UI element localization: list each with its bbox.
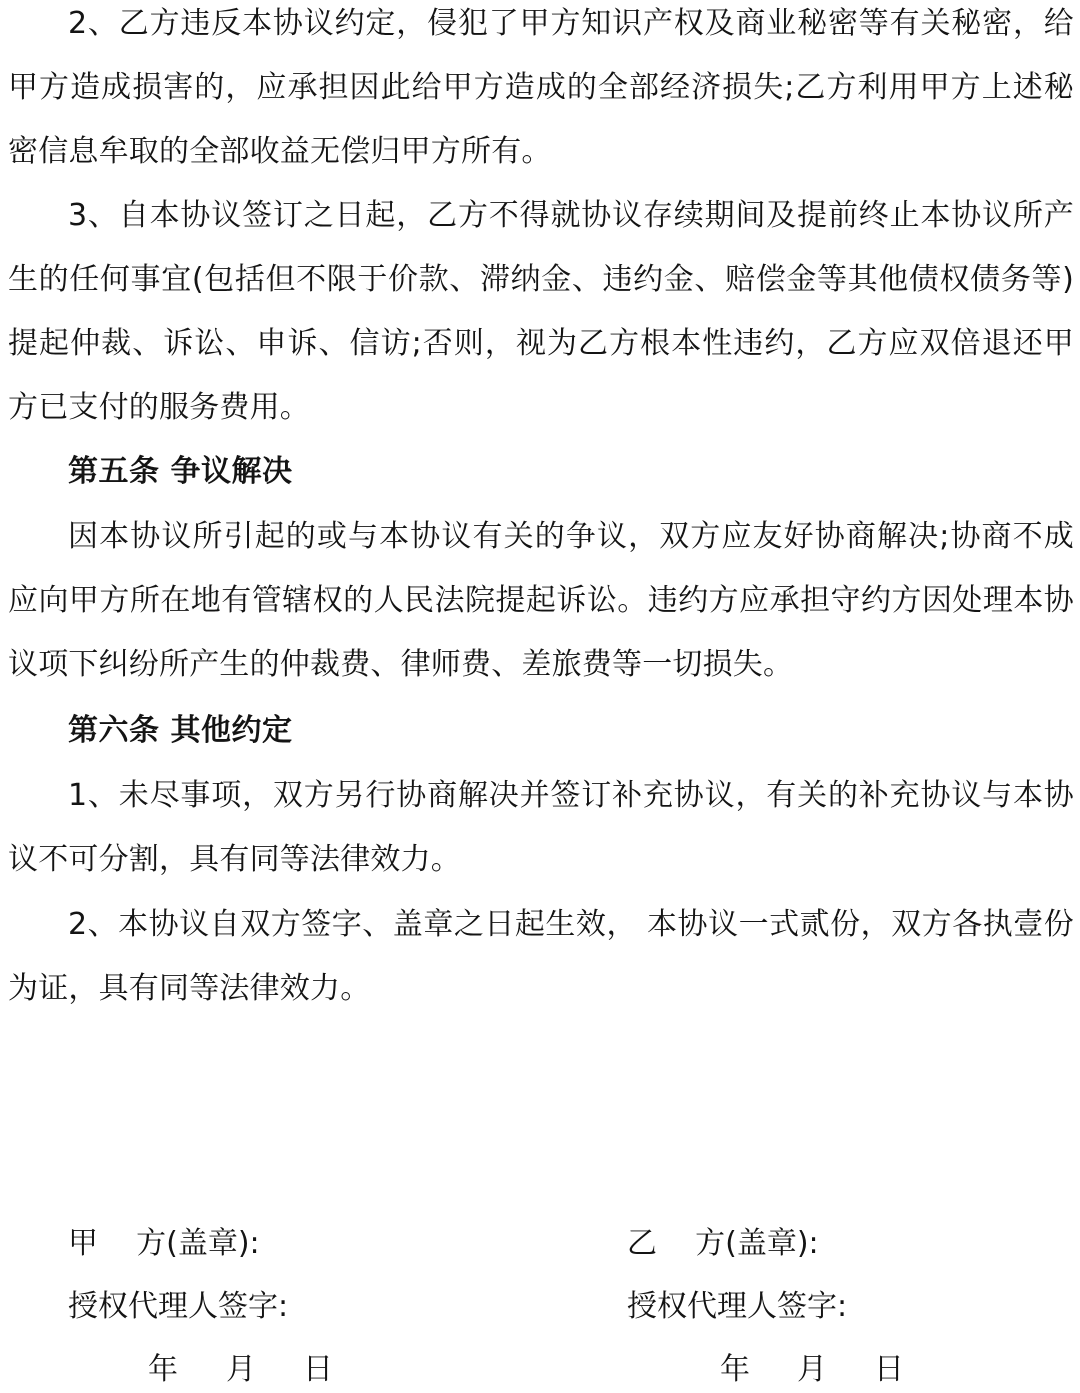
party-a-agent-signature-label: 授权代理人签字: [68, 1289, 289, 1324]
party-a-date-day: 日 [303, 1352, 333, 1387]
party-b-seal-label: 乙 方(盖章): [627, 1226, 819, 1261]
party-b-date-day: 日 [874, 1352, 904, 1387]
article-5-heading: 第五条 争议解决 [68, 454, 293, 489]
party-a-date-month: 月 [226, 1352, 256, 1387]
party-b-date-year: 年 [720, 1352, 750, 1387]
clause-6-3-paragraph: 3、自本协议签订之日起，乙方不得就协议存续期间及提前终止本协议所产生的任何事宜(包括但不限于价款、滞纳金、违约金、赔偿金等其他债权债务等)提起仲裁、诉讼、申诉、信访;否则，视为乙方根本性违约，乙方应双倍退还甲方已支付的服务费用。 [8, 198, 1074, 425]
article-6-item-2: 2、本协议自双方签字、盖章之日起生效， 本协议一式贰份，双方各执壹份为证，具有同等法律效力。 [8, 907, 1074, 1006]
party-b-agent-signature-label: 授权代理人签字: [627, 1289, 848, 1324]
article-5-paragraph: 因本协议所引起的或与本协议有关的争议，双方应友好协商解决;协商不成应向甲方所在地有管辖权的人民法院提起诉讼。违约方应承担守约方因处理本协议项下纠纷所产生的仲裁费、律师费、差旅费等一切损失。 [8, 519, 1074, 682]
party-a-seal-label: 甲 方(盖章): [68, 1226, 260, 1261]
article-6-heading: 第六条 其他约定 [68, 713, 293, 748]
party-a-date-year: 年 [148, 1352, 178, 1387]
article-6-item-1: 1、未尽事项，双方另行协商解决并签订补充协议，有关的补充协议与本协议不可分割，具有同等法律效力。 [8, 778, 1074, 877]
party-b-date-month: 月 [797, 1352, 827, 1387]
clause-6-2-paragraph: 2、乙方违反本协议约定，侵犯了甲方知识产权及商业秘密等有关秘密，给甲方造成损害的，应承担因此给甲方造成的全部经济损失;乙方利用甲方上述秘密信息牟取的全部收益无偿归甲方所有。 [8, 6, 1074, 169]
